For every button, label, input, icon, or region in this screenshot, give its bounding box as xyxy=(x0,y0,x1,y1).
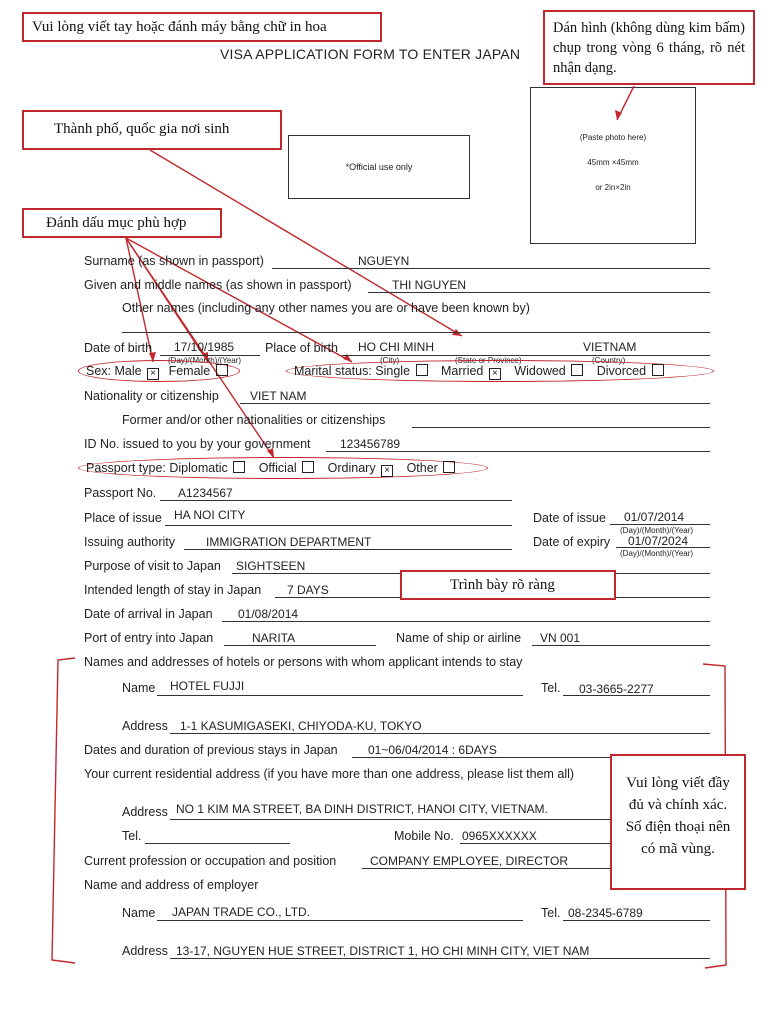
residential-label: Your current residential address (if you have more than one address, please list them all) xyxy=(84,767,575,781)
employer-address-value: 13-17, NGUYEN HUE STREET, DISTRICT 1, HO CHI MINH CITY, VIET NAM xyxy=(176,944,590,958)
res-tel-label: Tel. xyxy=(122,829,142,843)
annotation-clear: Trình bày rõ ràng xyxy=(400,570,616,600)
official-label: Official xyxy=(258,461,297,475)
employer-address-label: Address xyxy=(122,944,168,958)
prev-value: 01~06/04/2014 : 6DAYS xyxy=(368,743,497,757)
res-address-label: Address xyxy=(122,805,168,819)
annotation-handwrite: Vui lòng viết tay hoặc đánh máy bằng chữ in hoa xyxy=(22,12,382,42)
profession-value: COMPANY EMPLOYEE, DIRECTOR xyxy=(370,854,569,868)
bracket-left xyxy=(52,658,75,963)
mobile-label: Mobile No. xyxy=(394,829,454,843)
passport-diplomatic-label: Passport type: Diplomatic xyxy=(86,461,228,475)
marital-single-label: Marital status: Single xyxy=(294,364,411,378)
res-tel-line[interactable] xyxy=(145,843,290,844)
nationality-value: VIET NAM xyxy=(250,389,307,403)
place-issue-line[interactable] xyxy=(165,525,512,526)
authority-value: IMMIGRATION DEPARTMENT xyxy=(206,535,372,549)
official-use-text: *Official use only xyxy=(345,162,413,172)
mobile-value: 0965XXXXXX xyxy=(462,829,537,843)
res-address-value: NO 1 KIM MA STREET, BA DINH DISTRICT, HANOI CITY, VIETNAM. xyxy=(176,802,548,816)
place-issue-value: HA NOI CITY xyxy=(174,508,246,522)
divorced-label: Divorced xyxy=(596,364,647,378)
date-expiry-label: Date of expiry xyxy=(533,535,611,549)
hotel-address-value: 1-1 KASUMIGASEKI, CHIYODA-KU, TOKYO xyxy=(180,719,422,733)
marital-row xyxy=(294,364,664,380)
authority-label: Issuing authority xyxy=(84,535,176,549)
former-label: Former and/or other nationalities or citizenships xyxy=(122,413,386,427)
diplomatic-checkbox[interactable] xyxy=(233,461,245,473)
port-label: Port of entry into Japan xyxy=(84,631,214,645)
surname-value: NGUEYN xyxy=(358,254,410,268)
hotel-address-line[interactable] xyxy=(170,733,710,734)
hotels-label: Names and addresses of hotels or persons with whom applicant intends to stay xyxy=(84,655,523,669)
annotation-full: Vui lòng viết đầy đủ và chính xác. Số điện thoại nên có mã vùng. xyxy=(610,754,746,890)
ordinary-checkbox[interactable]: × xyxy=(381,465,393,477)
male-checkbox[interactable]: × xyxy=(147,368,159,380)
state-hint: (State or Province) xyxy=(455,356,522,365)
employer-name-label: Name xyxy=(122,906,156,920)
employer-tel-value: 08-2345-6789 xyxy=(568,906,643,920)
date-expiry-value: 01/07/2024 xyxy=(628,534,689,548)
pob-city: HO CHI MINH xyxy=(358,340,434,354)
authority-line[interactable] xyxy=(184,549,512,550)
passport-no-label: Passport No. xyxy=(84,486,157,500)
port-value: NARITA xyxy=(252,631,296,645)
photo-text-3: or 2in×2in xyxy=(595,183,631,192)
sex-male-label: Sex: Male xyxy=(86,364,142,378)
single-checkbox[interactable] xyxy=(416,364,428,376)
female-label: Female xyxy=(168,364,211,378)
date-issue-hint: (Day)/(Month)/(Year) xyxy=(620,526,694,535)
employer-label: Name and address of employer xyxy=(84,878,259,892)
nationality-line[interactable] xyxy=(240,403,710,404)
other-names-line[interactable] xyxy=(122,332,710,333)
date-issue-value: 01/07/2014 xyxy=(624,510,685,524)
annotation-check: Đánh dấu mục phù hợp xyxy=(22,208,222,238)
hotel-name-line[interactable] xyxy=(157,695,523,696)
other-names-label: Other names (including any other names you are or have been known by) xyxy=(122,301,530,315)
hotel-tel-label: Tel. xyxy=(541,681,561,695)
employer-name-line[interactable] xyxy=(157,920,523,921)
married-label: Married xyxy=(441,364,484,378)
sex-row xyxy=(86,364,228,380)
arrival-label: Date of arrival in Japan xyxy=(84,607,213,621)
length-value: 7 DAYS xyxy=(287,583,329,597)
id-value: 123456789 xyxy=(340,437,401,451)
employer-address-line[interactable] xyxy=(170,958,710,959)
port-line[interactable] xyxy=(224,645,376,646)
other-label: Other xyxy=(406,461,438,475)
country-hint: (Country) xyxy=(592,356,626,365)
ship-line[interactable] xyxy=(532,645,710,646)
surname-line[interactable] xyxy=(272,268,710,269)
id-label: ID No. issued to you by your government xyxy=(84,437,311,451)
given-line[interactable] xyxy=(368,292,710,293)
date-expiry-hint: (Day)/(Month)/(Year) xyxy=(620,549,694,558)
passport-type-row xyxy=(86,461,455,477)
pob-label: Place of birth xyxy=(265,341,338,355)
id-line[interactable] xyxy=(326,451,710,452)
hotel-tel-value: 03-3665-2277 xyxy=(579,682,654,696)
city-hint: (City) xyxy=(380,356,400,365)
employer-name-value: JAPAN TRADE CO., LTD. xyxy=(172,905,311,919)
dob-value: 17/10/1985 xyxy=(174,340,235,354)
arrival-value: 01/08/2014 xyxy=(238,607,299,621)
dob-hint: (Day)/(Month)/(Year) xyxy=(168,356,242,365)
annotation-photo: Dán hình (không dùng kim bấm) chụp trong vòng 6 tháng, rõ nét nhận dạng. xyxy=(543,10,755,85)
length-label: Intended length of stay in Japan xyxy=(84,583,262,597)
prev-label: Dates and duration of previous stays in Japan xyxy=(84,743,338,757)
form-title: VISA APPLICATION FORM TO ENTER JAPAN xyxy=(220,46,521,62)
employer-tel-line[interactable] xyxy=(563,920,710,921)
former-line[interactable] xyxy=(412,427,710,428)
employer-tel-label: Tel. xyxy=(541,906,561,920)
official-checkbox[interactable] xyxy=(302,461,314,473)
widowed-label: Widowed xyxy=(514,364,566,378)
other-checkbox[interactable] xyxy=(443,461,455,473)
hotel-address-label: Address xyxy=(122,719,168,733)
ship-value: VN 001 xyxy=(540,631,581,645)
given-label: Given and middle names (as shown in passport) xyxy=(84,278,352,292)
given-value: THI NGUYEN xyxy=(392,278,467,292)
photo-text-1: (Paste photo here) xyxy=(579,133,647,142)
hotel-name-label: Name xyxy=(122,681,156,695)
nationality-label: Nationality or citizenship xyxy=(84,389,219,403)
place-issue-label: Place of issue xyxy=(84,511,162,525)
arrival-line[interactable] xyxy=(222,621,710,622)
dob-label: Date of birth xyxy=(84,341,153,355)
passport-no-value: A1234567 xyxy=(178,486,233,500)
date-issue-line[interactable] xyxy=(610,524,710,525)
pob-country: VIETNAM xyxy=(583,340,637,354)
female-checkbox[interactable] xyxy=(216,364,228,376)
purpose-value: SIGHTSEEN xyxy=(236,559,306,573)
hotel-name-value: HOTEL FUJJI xyxy=(170,679,245,693)
ship-label: Name of ship or airline xyxy=(396,631,522,645)
profession-label: Current profession or occupation and position xyxy=(84,854,337,868)
widowed-checkbox[interactable] xyxy=(571,364,583,376)
married-checkbox[interactable]: × xyxy=(489,368,501,380)
annotation-birthplace: Thành phố, quốc gia nơi sinh xyxy=(22,110,282,150)
photo-text-2: 45mm ×45mm xyxy=(587,158,639,167)
ordinary-label: Ordinary xyxy=(327,461,376,475)
divorced-checkbox[interactable] xyxy=(652,364,664,376)
passport-no-line[interactable] xyxy=(160,500,512,501)
date-issue-label: Date of issue xyxy=(533,511,606,525)
surname-label: Surname (as shown in passport) xyxy=(84,254,264,268)
purpose-label: Purpose of visit to Japan xyxy=(84,559,221,573)
